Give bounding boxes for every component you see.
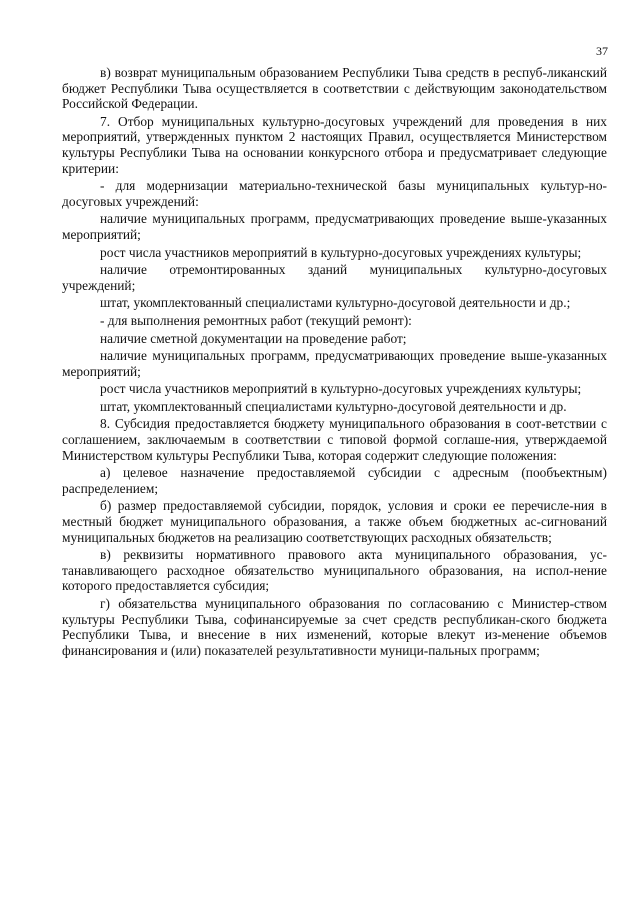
page-number: 37 [596,44,608,58]
paragraph: наличие отремонтированных зданий муниципальных культурно-досуговых учреждений; [62,262,607,293]
paragraph: - для выполнения ремонтных работ (текущий ремонт): [100,312,412,328]
paragraph: наличие муниципальных программ, предусматривающих проведение выше-указанных мероприятий; [62,348,607,379]
document-body [62,65,607,660]
paragraph: а) целевое назначение предоставляемой субсидии с адресным (пообъектным) распределением; [62,465,607,496]
paragraph: б) размер предоставляемой субсидии, порядок, условия и сроки ее перечисле-ния в местный бюджет муниципального образования, а также объем бюджетных ас-сигнований муниципальных бюджетов на реализацию соответствующих расходных обязательств; [62,498,607,545]
paragraph: штат, укомплектованный специалистами культурно-досуговой деятельности и др.; [100,295,571,311]
paragraph: наличие муниципальных программ, предусматривающих проведение выше-указанных мероприятий; [62,211,607,242]
paragraph: в) возврат муниципальным образованием Республики Тыва средств в респуб-ликанский бюджет Республики Тыва осуществляется в соответствии с действующим законодательством Российской Федерации. [62,65,607,112]
paragraph: г) обязательства муниципального образования по согласованию с Министер-ством культуры Республики Тыва, софинансируемые за счет средств республикан-ского бюджета Республики Тыва, и внесение в них изменений, которые влекут из-менение объемов финансирования и (или) показателей результативности муници-пальных программ; [62,596,607,658]
paragraph: в) реквизиты нормативного правового акта муниципального образования, ус-танавливающего расходное обязательство муниципального образования, на испол-нение которого предоставляется субсидия; [62,547,607,594]
paragraph: рост числа участников мероприятий в культурно-досуговых учреждениях культуры; [100,244,582,260]
paragraph: 7. Отбор муниципальных культурно-досуговых учреждений для проведения в них мероприятий, утвержденных пунктом 2 настоящих Правил, осуществляется Министерством культуры Республики Тыва на основании конкурсного отбора и предусматривает следующие критерии: [62,113,607,176]
paragraph: 8. Субсидия предоставляется бюджету муниципального образования в соот-ветствии с соглашением, заключаемым в соответствии с типовой формой соглаше-ния, утверждаемой Министерством культуры Республики Тыва, которая содержит следующие положения: [62,416,607,463]
paragraph: штат, укомплектованный специалистами культурно-досуговой деятельности и др. [100,398,567,414]
paragraph: - для модернизации материально-технической базы муниципальных культур-но-досуговых учреждений: [62,178,607,209]
paragraph: рост числа участников мероприятий в культурно-досуговых учреждениях культуры; [100,381,582,397]
paragraph: наличие сметной документации на проведение работ; [100,330,407,346]
